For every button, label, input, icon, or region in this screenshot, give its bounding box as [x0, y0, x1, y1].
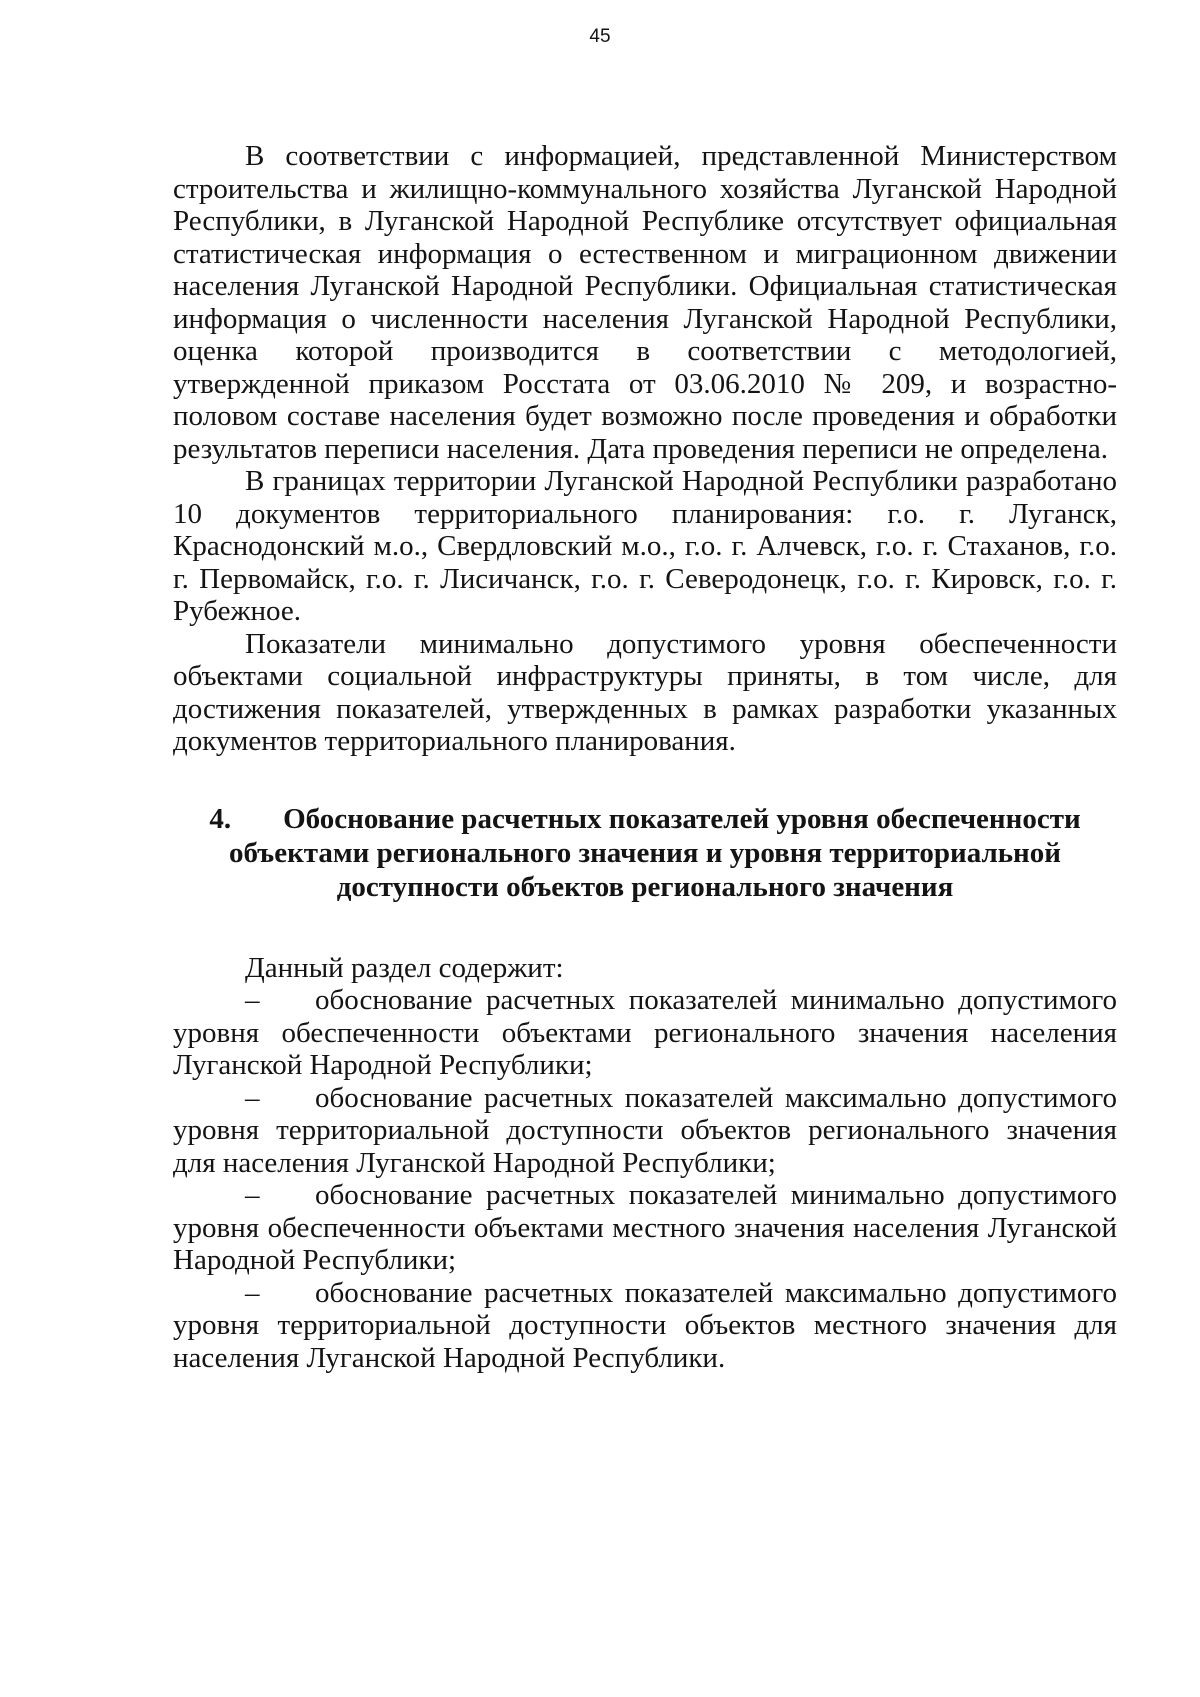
list-item	[173, 1277, 1117, 1375]
paragraph-planning-documents: В границах территории Луганской Народной Республики разработано 10 документов территориального планирования: г.о. г. Луганск, Краснодонский м.о., Свердловский м.о., г.о. г. Алчевск, г.о. г. Стаханов, г.о. г. Первомайск, г.о. г. Лисичанск, г.о. г. Северодонецк, г.о. г. Кировск, г.о. г. Рубежное.	[173, 465, 1117, 627]
list-item-text: обоснование расчетных показателей минимально допустимого уровня обеспеченности объектами регионального значения населения Луганской Народной Республики;	[173, 984, 1117, 1081]
section-heading-line-1	[173, 802, 1117, 836]
list-item-text: обоснование расчетных показателей максимально допустимого уровня территориальной доступности объектов регионального значения для населения Луганской Народной Республики;	[173, 1081, 1117, 1179]
list-item	[173, 984, 1117, 1082]
section-heading-line-2: объектами регионального значения и уровня территориальной	[229, 836, 1061, 869]
section-intro: Данный раздел содержит:	[245, 951, 564, 984]
document-body	[173, 140, 1117, 1374]
list-item	[173, 1179, 1117, 1277]
section-heading-line-3: доступности объектов регионального значения	[336, 870, 954, 903]
paragraph-indicators: Показатели минимально допустимого уровня обеспеченности объектами социальной инфраструктуры приняты, в том числе, для достижения показателей, утвержденных в рамках разработки указанных документов территориального планирования.	[173, 627, 1117, 757]
dash-marker: –	[245, 1276, 260, 1309]
section-number: 4.	[209, 802, 232, 835]
list-item-text: обоснование расчетных показателей максимально допустимого уровня территориальной доступности объектов местного значения для населения Луганской Народной Республики.	[173, 1276, 1117, 1374]
list-item	[173, 1082, 1117, 1180]
list-item-text: обоснование расчетных показателей минимально допустимого уровня обеспеченности объектами местного значения населения Луганской Народной Республики;	[173, 1179, 1117, 1276]
section-heading	[173, 802, 1117, 904]
dash-marker: –	[245, 1081, 260, 1114]
section-title-part-1: Обоснование расчетных показателей уровня обеспеченности	[283, 802, 1081, 835]
dash-marker: –	[245, 984, 260, 1016]
paragraph-statistics: В соответствии с информацией, представленной Министерством строительства и жилищно-коммунального хозяйства Луганской Народной Республики, в Луганской Народной Республике отсутствует официальная статистическая информация о естественном и миграционном движении населения Луганской Народной Республики. Официальная статистическая информация о численности населения Луганской Народной Республики, оценка которой производится в соответствии с методологией, утвержденной приказом Росстата от 03.06.2010 № 209, и возрастно-половом составе населения будет возможно после проведения и обработки результатов переписи населения. Дата проведения переписи не определена.	[173, 140, 1117, 465]
dash-marker: –	[245, 1179, 260, 1211]
page-number: 45	[589, 26, 611, 47]
